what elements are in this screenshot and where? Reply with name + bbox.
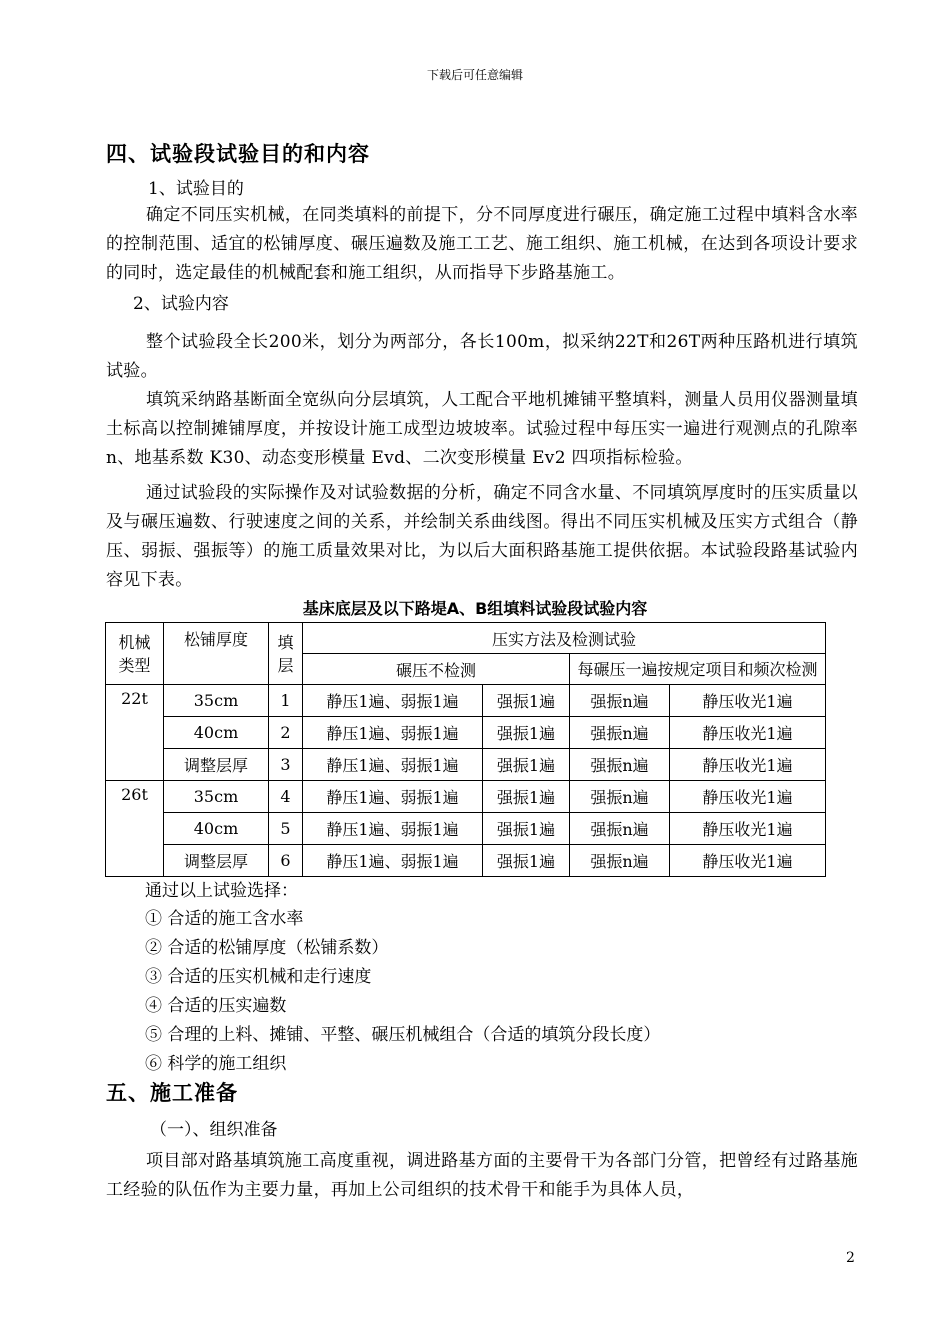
test-content-table	[105, 622, 826, 877]
section4-sub1: 1、试验目的	[148, 179, 244, 199]
layer-cell: 6	[269, 845, 303, 877]
after-table-text: 通过以上试验选择：	[145, 881, 298, 901]
layer-cell: 2	[269, 717, 303, 749]
section4-sub2: 2、试验内容	[133, 294, 229, 314]
header-check-text: 每碾压一遍按规定项目和频次检测	[577, 660, 818, 679]
method-text: 静压1遍、弱振1遍	[326, 819, 459, 839]
strong-vibration-n-cell: 强振n遍	[570, 781, 670, 813]
method-cell	[303, 781, 483, 813]
layer-cell: 5	[269, 813, 303, 845]
method-cell	[303, 685, 483, 717]
header-no-check: 碾压不检测	[303, 654, 570, 685]
section4-title: 四、试验段试验目的和内容	[106, 141, 370, 166]
method-text: 静压1遍、弱振1遍	[326, 723, 459, 743]
header-layer: 填层	[269, 623, 303, 685]
thickness-cell: 40cm	[164, 717, 269, 749]
static-finish-cell: 静压收光1遍	[670, 845, 826, 877]
section4-para4: 通过试验段的实际操作及对试验数据的分析，确定不同含水量、不同填筑厚度时的压实质量以及与碾压遍数、行驶速度之间的关系，并绘制关系曲线图。得出不同压实机械及压实方式组合（静压、弱振、强振等）的施工质量效果对比，为以后大面积路基施工提供依据。本试验段路基试验内容见下表。	[106, 483, 858, 590]
table-caption: 基床底层及以下路堤A、B组填料试验段试验内容	[302, 599, 648, 618]
strong-vibration-n-cell: 强振n遍	[570, 685, 670, 717]
layer-cell: 4	[269, 781, 303, 813]
method-text: 静压1遍、弱振1遍	[326, 691, 459, 711]
list-item: ⑥ 科学的施工组织	[145, 1054, 287, 1074]
thickness-cell: 40cm	[164, 813, 269, 845]
static-finish-cell: 静压收光1遍	[670, 749, 826, 781]
list-item: ④ 合适的压实遍数	[145, 996, 287, 1016]
list-item: ② 合适的松铺厚度（松铺系数）	[145, 938, 389, 958]
strong-vibration-cell: 强振1遍	[483, 813, 570, 845]
header-thickness: 松铺厚度	[164, 623, 269, 685]
method-text: 静压1遍、弱振1遍	[326, 787, 459, 807]
strong-vibration-n-cell: 强振n遍	[570, 813, 670, 845]
method-cell	[303, 717, 483, 749]
section4-para1: 确定不同压实机械，在同类填料的前提下，分不同厚度进行碾压，确定施工过程中填料含水率的控制范围、适宜的松铺厚度、碾压遍数及施工工艺、施工组织、施工机械，在达到各项设计要求的同时，选定最佳的机械配套和施工组织，从而指导下步路基施工。	[106, 205, 858, 283]
static-finish-cell: 静压收光1遍	[670, 781, 826, 813]
list-item: ③ 合适的压实机械和走行速度	[145, 967, 372, 987]
method-text: 静压1遍、弱振1遍	[326, 755, 459, 775]
method-cell	[303, 749, 483, 781]
header-machine-type: 机械类型	[106, 623, 164, 685]
section5-title: 五、施工准备	[106, 1080, 238, 1105]
strong-vibration-cell: 强振1遍	[483, 781, 570, 813]
machine-26t: 26t	[106, 781, 164, 877]
static-finish-cell: 静压收光1遍	[670, 813, 826, 845]
strong-vibration-n-cell: 强振n遍	[570, 845, 670, 877]
section4-para2: 整个试验段全长200米，划分为两部分，各长100m，拟采纳22T和26T两种压路机进行填筑试验。	[106, 332, 858, 381]
machine-22t: 22t	[106, 685, 164, 781]
layer-cell: 1	[269, 685, 303, 717]
static-finish-cell: 静压收光1遍	[670, 717, 826, 749]
strong-vibration-n-cell: 强振n遍	[570, 717, 670, 749]
method-cell	[303, 813, 483, 845]
page-header: 下载后可任意编辑	[426, 68, 523, 82]
section5-para1: 项目部对路基填筑施工高度重视，调进路基方面的主要骨干为各部门分管，把曾经有过路基施工经验的队伍作为主要力量，再加上公司组织的技术骨干和能手为具体人员，	[106, 1151, 858, 1200]
strong-vibration-cell: 强振1遍	[483, 685, 570, 717]
thickness-cell: 35cm	[164, 685, 269, 717]
strong-vibration-cell: 强振1遍	[483, 749, 570, 781]
thickness-cell: 调整层厚	[164, 749, 269, 781]
list-item: ⑤ 合理的上料、摊铺、平整、碾压机械组合（合适的填筑分段长度）	[145, 1025, 661, 1045]
method-text: 静压1遍、弱振1遍	[326, 851, 459, 871]
section5-sub1: （一）、组织准备	[150, 1120, 278, 1140]
strong-vibration-cell: 强振1遍	[483, 845, 570, 877]
strong-vibration-cell: 强振1遍	[483, 717, 570, 749]
header-check	[570, 654, 826, 685]
thickness-cell: 35cm	[164, 781, 269, 813]
section4-para3: 填筑采纳路基断面全宽纵向分层填筑，人工配合平地机摊铺平整填料，测量人员用仪器测量填土标高以控制摊铺厚度，并按设计施工成型边坡坡率。试验过程中每压实一遍进行观测点的孔隙率 n、地基系数 K30、动态变形模量 Evd、二次变形模量 Ev2 四项指标检验。	[106, 390, 858, 468]
method-cell	[303, 845, 483, 877]
thickness-cell: 调整层厚	[164, 845, 269, 877]
layer-cell: 3	[269, 749, 303, 781]
page-number: 2	[846, 1250, 855, 1266]
header-method: 压实方法及检测试验	[303, 623, 826, 654]
strong-vibration-n-cell: 强振n遍	[570, 749, 670, 781]
list-item: ① 合适的施工含水率	[145, 909, 304, 929]
static-finish-cell: 静压收光1遍	[670, 685, 826, 717]
